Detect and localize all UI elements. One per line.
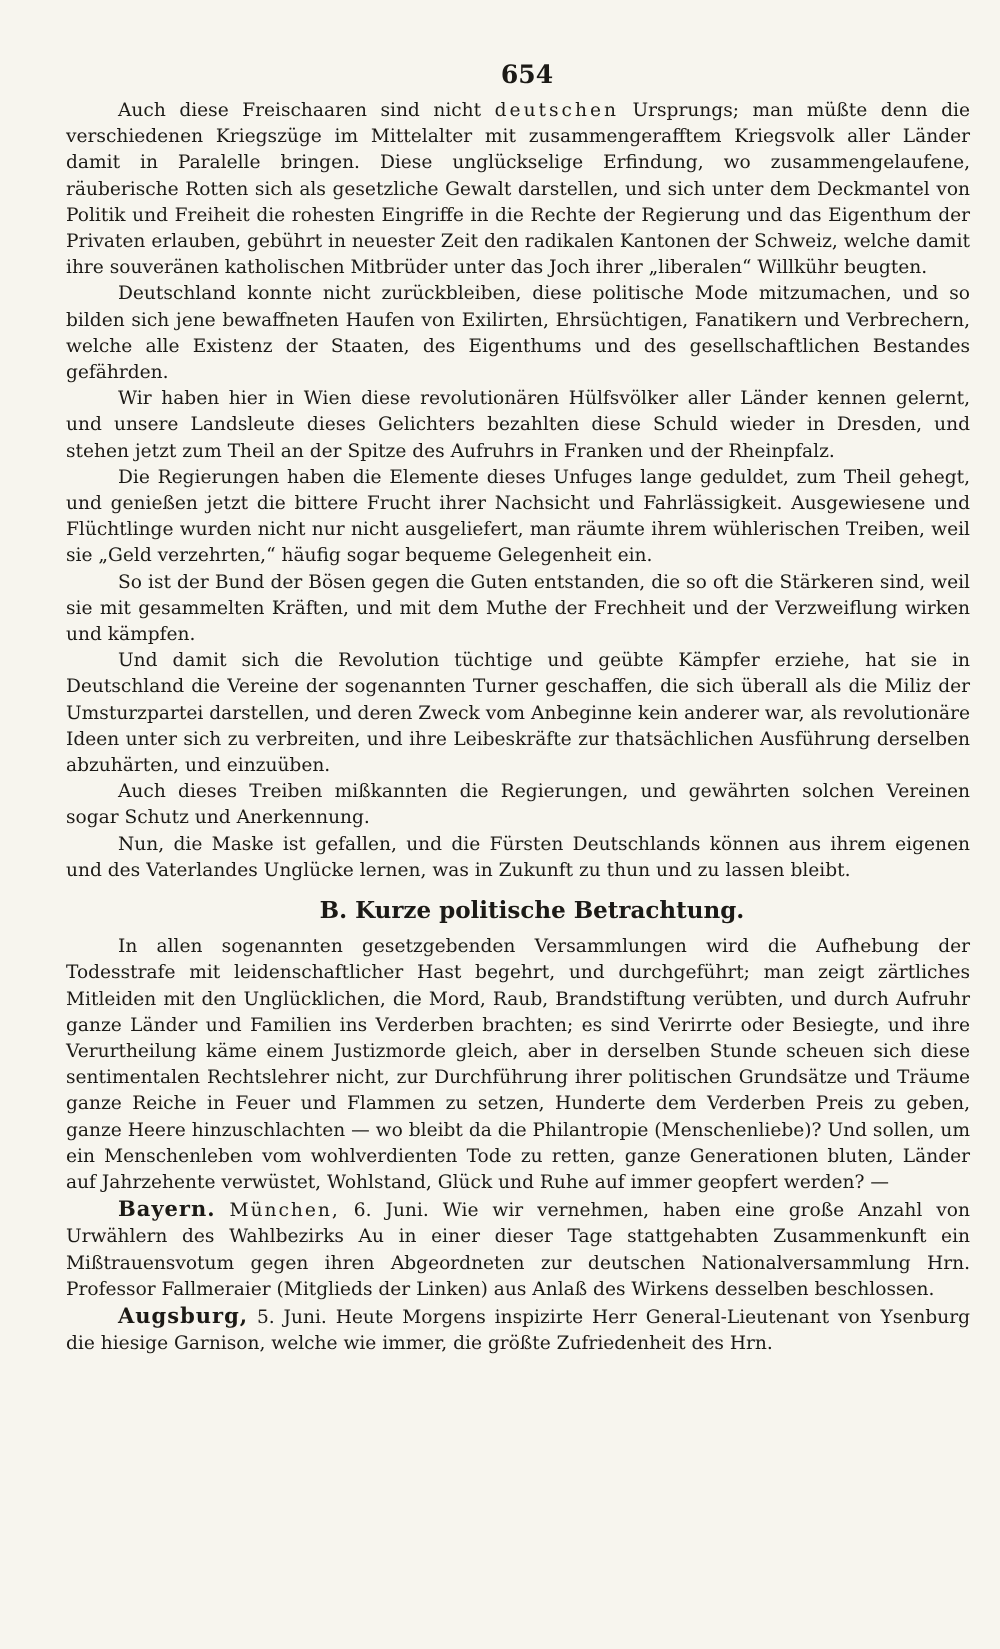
news-place-label: Bayern. <box>118 1196 216 1222</box>
paragraph-deutschland: Deutschland konnte nicht zurückbleiben, diese politische Mode mitzumachen, und so bilden sich jene bewaffneten Haufen von Exilirten, Ehrsüchtigen, Fanatikern und Verbrechern, welche alle Existenz der Staaten, des Eigenthums und des gesellschaftlichen Bestandes gefährden. <box>66 283 970 384</box>
news-place-label: Augsburg, <box>118 1302 249 1328</box>
section-heading: B. Kurze politische Betrachtung. <box>319 897 745 925</box>
page-number: 654 <box>500 60 554 89</box>
news-item-augsburg <box>66 1303 970 1357</box>
paragraph-text: Auch diese Freischaaren sind nicht <box>118 100 495 121</box>
news-item-bayern <box>66 1196 970 1303</box>
news-city-label: München, <box>229 1200 340 1222</box>
newspaper-page <box>66 58 970 1357</box>
news-date: 5. Juni. <box>256 1306 327 1328</box>
paragraph-maske: Nun, die Maske ist gefallen, und die Fürsten Deutschlands können aus ihrem eigenen und des Vaterlandes Unglücke lernen, was in Zukunft zu thun und zu lassen bleibt. <box>66 833 970 881</box>
paragraph-bund: So ist der Bund der Bösen gegen die Guten entstanden, die so oft die Stärkeren sind, weil sie mit gesammelten Kräften, und mit dem Muthe der Frechheit und der Verzweiflung wirken und kämpfen. <box>66 571 970 646</box>
paragraph-text: Ursprungs; man müßte denn die verschiedenen Kriegszüge im Mittelalter mit zusammengerafftem Kriegsvolk aller Länder damit in Paralelle bringen. Diese unglückselige Erfindung, wo zusammengelaufene, räuberische Rotten sich als gesetzliche Gewalt darstellen, und sich unter dem Deckmantel von Politik und Freiheit die rohesten Eingriffe in die Rechte der Regierung und das Eigenthum der Privaten erlauben, gebührt in neuester Zeit den radikalen Kantonen der Schweiz, welche damit ihre souveränen katholischen Mitbrüder unter das Joch ihrer „liberalen“ Willkühr beugten. <box>66 100 970 279</box>
paragraph-regierungen: Die Regierungen haben die Elemente dieses Unfuges lange geduldet, zum Theil gehegt, und genießen jetzt die bittere Frucht ihrer Nachsicht und Fahrlässigkeit. Ausgewiesene und Flüchtlinge wurden nicht nur nicht ausgeliefert, man räumte ihrem wühlerischen Treiben, weil sie „Geld verzehrten,“ häufig sogar bequeme Gelegenheit ein. <box>66 466 970 567</box>
news-text: Heute Morgens inspizirte Herr General-Lieutenant von Ysenburg die hiesige Garnison, welche wie immer, die größte Zufriedenheit des Hrn. <box>66 1306 970 1355</box>
paragraph-todesstrafe: In allen sogenannten gesetzgebenden Versammlungen wird die Aufhebung der Todesstrafe mit leidenschaftlicher Hast begehrt, und durchgeführt; man zeigt zärtliches Mitleiden mit den Unglücklichen, die Mord, Raub, Brandstiftung verübten, und durch Aufruhr ganze Länder und Familien ins Verderben brachten; es sind Verirrte oder Besiegte, und ihre Verurtheilung käme einem Justizmorde gleich, aber in derselben Stunde scheuen sich diese sentimentalen Rechtslehrer nicht, zur Durchführung ihrer politischen Grundsätze und Träume ganze Reiche in Feuer und Flammen zu setzen, Hunderte dem Verderben Preis zu geben, ganze Heere hinzuschlachten — wo bleibt da die Philantropie (Menschenliebe)? Und sollen, um ein Menschenleben vom wohlverdienten Tode zu retten, ganze Generationen bluten, Länder auf Jahrzehente verwüstet, Wohlstand, Glück und Ruhe auf immer geopfert werden? — <box>66 936 970 1193</box>
paragraph-turner: Und damit sich die Revolution tüchtige und geübte Kämpfer erziehe, hat sie in Deutschland die Vereine der sogenannten Turner geschaffen, die sich überall als die Miliz der Umsturzpartei darstellen, und deren Zweck vom Anbeginne kein anderer war, als revolutionäre Ideen unter sich zu verbreiten, und ihre Leibeskräfte zur thatsächlichen Ausführung derselben abzuhärten, und einzuüben. <box>66 650 970 777</box>
news-date: 6. Juni. <box>353 1200 429 1222</box>
paragraph-wien: Wir haben hier in Wien diese revolutionären Hülfsvölker aller Länder kennen gelernt, und unsere Landsleute dieses Gelichters bezahlten diese Schuld wieder in Dresden, und stehen jetzt zum Theil an der Spitze des Aufruhrs in Franken und der Rheinpfalz. <box>66 388 970 462</box>
spaced-emphasis: deutschen <box>494 100 619 121</box>
paragraph-freischaaren <box>66 98 970 281</box>
paragraph-treiben: Auch dieses Treiben mißkannten die Regierungen, und gewährten solchen Vereinen sogar Schutz und Anerkennung. <box>66 781 970 829</box>
news-text: Wie wir vernehmen, haben eine große Anzahl von Urwählern des Wahlbezirks Au in einer dieser Tage stattgehabten Zusammenkunft ein Mißtrauensvotum gegen ihren Abgeordneten zur deutschen Nationalversammlung Hrn. Professor Fallmeraier (Mitglieds der Linken) aus Anlaß des Wirkens desselben beschlossen. <box>66 1200 970 1300</box>
